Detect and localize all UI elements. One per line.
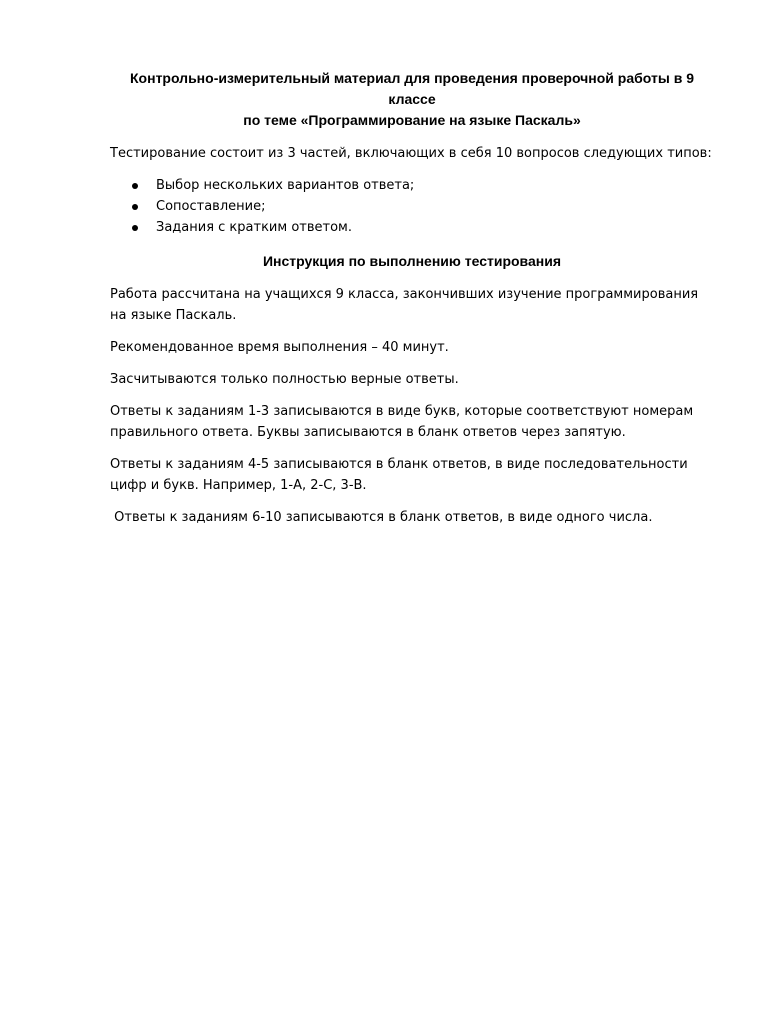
paragraph-recommended-time: Рекомендованное время выполнения – 40 минут. xyxy=(110,340,449,355)
intro-paragraph: Тестирование состоит из 3 частей, включающих в себя 10 вопросов следующих типов: xyxy=(110,146,712,161)
document-title-line-1: Контрольно-измерительный материал для проведения проверочной работы в 9 классе xyxy=(130,70,694,107)
document-page xyxy=(110,68,714,528)
bullet-icon xyxy=(132,183,138,189)
bullet-icon xyxy=(132,225,138,231)
instructions-heading: Инструкция по выполнению тестирования xyxy=(262,253,561,269)
document-title xyxy=(110,68,714,131)
paragraph-answers-1-3: Ответы к заданиям 1-3 записываются в виде букв, которые соответствуют номерам правильного ответа. Буквы записываются в бланк ответов через запятую. xyxy=(110,404,694,440)
list-item-text: Задания с кратким ответом. xyxy=(156,220,352,235)
list-item xyxy=(110,196,714,217)
list-item xyxy=(110,175,714,196)
list-item-text: Выбор нескольких вариантов ответа; xyxy=(156,178,415,193)
paragraph-answers-6-10: Ответы к заданиям 6-10 записываются в бланк ответов, в виде одного числа. xyxy=(110,510,653,525)
list-item-text: Сопоставление; xyxy=(156,199,266,214)
question-types-list xyxy=(110,175,714,238)
paragraph-scoring: Засчитываются только полностью верные ответы. xyxy=(110,372,459,387)
bullet-icon xyxy=(132,204,138,210)
paragraph-target-audience: Работа рассчитана на учащихся 9 класса, закончивших изучение программирования на языке Паскаль. xyxy=(110,287,699,323)
list-item xyxy=(110,217,714,238)
paragraph-answers-4-5: Ответы к заданиям 4-5 записываются в бланк ответов, в виде последовательности цифр и букв. Например, 1-А, 2-С, 3-В. xyxy=(110,457,688,493)
document-title-line-2: по теме «Программирование на языке Паскаль» xyxy=(243,112,581,128)
